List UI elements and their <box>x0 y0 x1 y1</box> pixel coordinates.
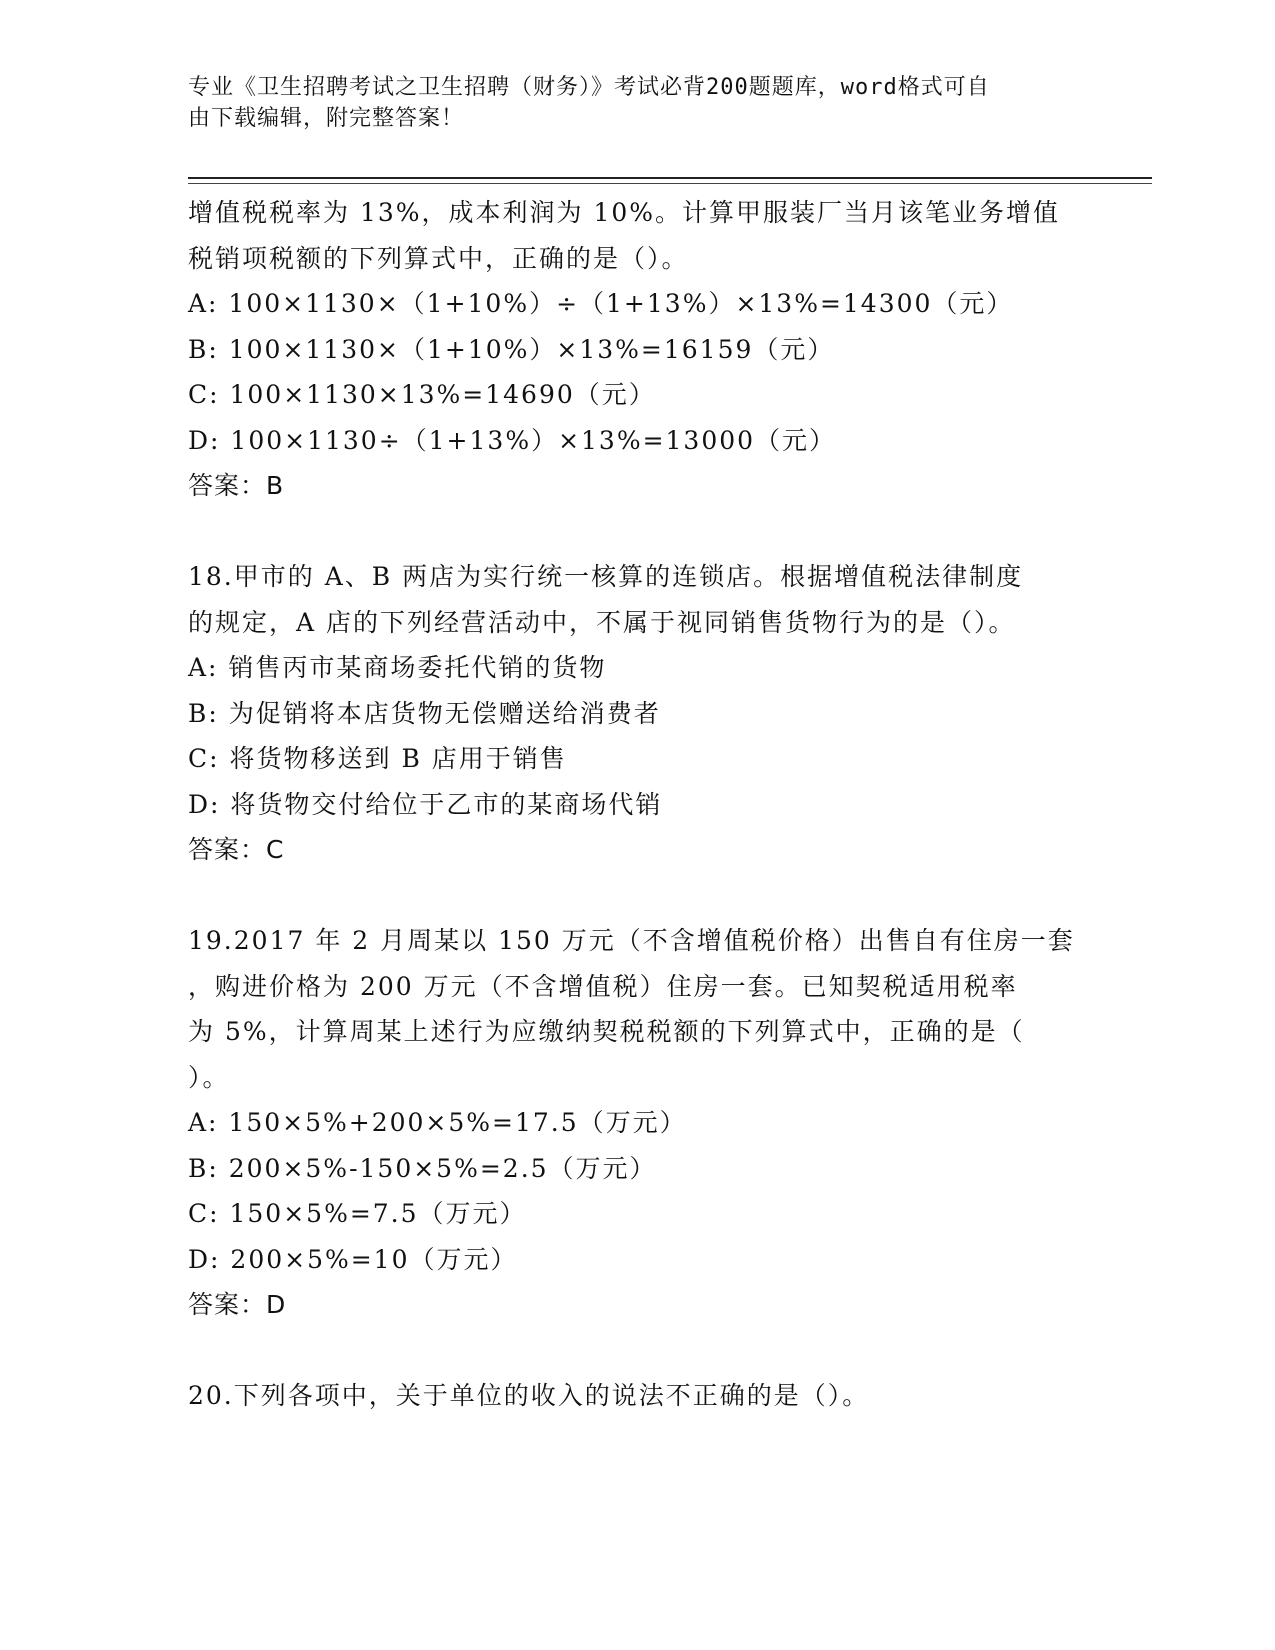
option-d: D: 将货物交付给位于乙市的某商场代销 <box>188 789 663 819</box>
option-c: C: 将货物移送到 B 店用于销售 <box>188 744 567 773</box>
answer: 答案：D <box>188 1290 287 1319</box>
option-a: A: 150×5%+200×5%=17.5（万元） <box>188 1108 687 1137</box>
header-rule-thick <box>188 177 1152 179</box>
spacer <box>188 1328 1088 1374</box>
answer: 答案：B <box>188 471 285 500</box>
header-rule-thin <box>188 183 1152 184</box>
page-header <box>188 72 1068 134</box>
option-b: B: 100×1130×（1+10%）×13%=16159（元） <box>188 334 835 364</box>
question-stem: 税销项税额的下列算式中，正确的是（）。 <box>188 243 689 273</box>
answer: 答案：C <box>188 835 285 864</box>
question-20 <box>188 1373 1088 1419</box>
question-19 <box>188 918 1088 1328</box>
question-18 <box>188 554 1088 873</box>
option-c: C: 150×5%=7.5（万元） <box>188 1199 527 1228</box>
header-line-1: 专业《卫生招聘考试之卫生招聘（财务）》考试必背200题题库，word格式可自 <box>188 75 990 100</box>
option-c: C: 100×1130×13%=14690（元） <box>188 380 656 409</box>
option-d: D: 200×5%=10（万元） <box>188 1244 518 1274</box>
question-stem: 19.2017 年 2 月周某以 150 万元（不含增值税价格）出售自有住房一套 <box>188 926 1075 955</box>
question-stem: 20.下列各项中，关于单位的收入的说法不正确的是（）。 <box>188 1381 870 1410</box>
question-17 <box>188 190 1088 509</box>
question-stem: ）。 <box>188 1062 230 1092</box>
question-stem: 增值税税率为 13%，成本利润为 10%。计算甲服装厂当月该笔业务增值 <box>188 198 1061 227</box>
option-b: B: 为促销将本店货物无偿赠送给消费者 <box>188 698 661 728</box>
option-d: D: 100×1130÷（1+13%）×13%=13000（元） <box>188 425 837 455</box>
spacer <box>188 873 1088 919</box>
question-stem: 的规定，A 店的下列经营活动中，不属于视同销售货物行为的是（）。 <box>188 607 1016 637</box>
option-b: B: 200×5%-150×5%=2.5（万元） <box>188 1153 657 1183</box>
document-body <box>188 190 1088 1419</box>
spacer <box>188 509 1088 555</box>
header-line-2: 由下载编辑，附完整答案！ <box>188 106 465 131</box>
option-a: A: 销售丙市某商场委托代销的货物 <box>188 653 607 682</box>
question-stem: 为 5%，计算周某上述行为应缴纳契税税额的下列算式中，正确的是（ <box>188 1017 1025 1046</box>
option-a: A: 100×1130×（1+10%）÷（1+13%）×13%=14300（元） <box>188 289 1014 318</box>
question-stem: ，购进价格为 200 万元（不含增值税）住房一套。已知契税适用税率 <box>188 971 1018 1001</box>
question-stem: 18.甲市的 A、B 两店为实行统一核算的连锁店。根据增值税法律制度 <box>188 562 1024 591</box>
